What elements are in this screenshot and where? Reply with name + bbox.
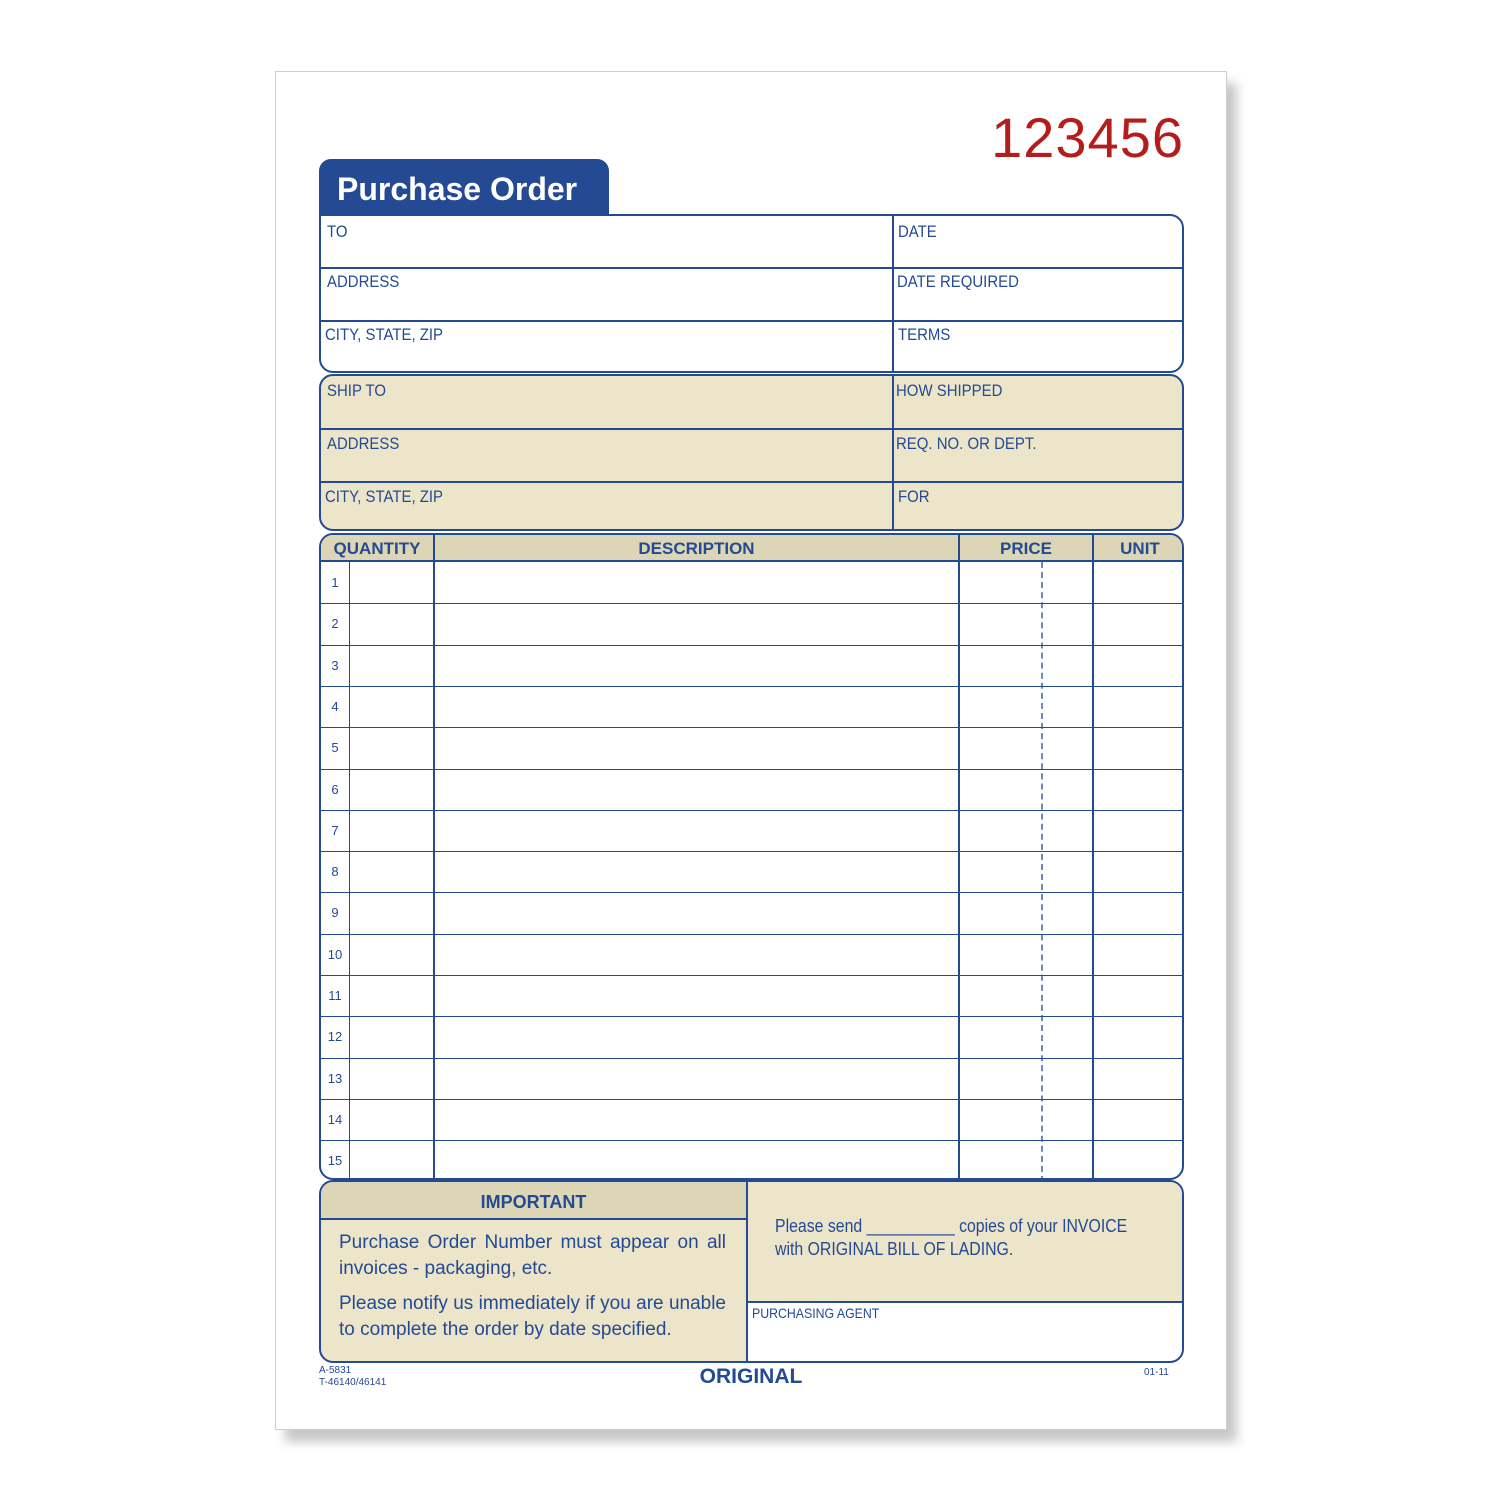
to-label: TO — [327, 222, 348, 241]
row-number: 2 — [331, 616, 339, 632]
row-divider — [321, 1099, 1182, 1100]
row-number: 3 — [331, 657, 339, 673]
row-number: 11 — [328, 988, 342, 1003]
form-code-2: T-46140/46141 — [319, 1377, 387, 1388]
price-header: PRICE — [960, 535, 1092, 560]
copy-label: ORIGINAL — [699, 1365, 803, 1388]
ship-city-state-zip-label: CITY, STATE, ZIP — [325, 487, 444, 506]
description-header: DESCRIPTION — [435, 535, 958, 560]
important-box — [319, 1180, 748, 1363]
row-number: 4 — [331, 698, 339, 714]
ship-section — [319, 374, 1184, 531]
items-table — [319, 533, 1184, 1180]
address-label: ADDRESS — [327, 272, 400, 291]
purchase-order-sheet — [275, 71, 1227, 1430]
row-divider — [321, 645, 1182, 646]
row-divider — [321, 1058, 1182, 1059]
form-title: Purchase Order — [319, 159, 609, 214]
row-number: 8 — [331, 864, 339, 880]
how-shipped-label: HOW SHIPPED — [896, 381, 1003, 400]
important-text-1: Purchase Order Number must appear on all invoices - packaging, etc. — [339, 1232, 726, 1279]
row-divider — [321, 892, 1182, 893]
row-number: 14 — [327, 1111, 343, 1127]
row-number: 13 — [327, 1070, 343, 1086]
for-label: FOR — [898, 487, 930, 506]
row-divider — [321, 851, 1182, 852]
form-code-1: A-5831 — [319, 1365, 352, 1376]
row-divider — [321, 769, 1182, 770]
form-number: 123456 — [991, 106, 1184, 169]
row-number: 1 — [331, 575, 339, 590]
row-divider — [321, 975, 1182, 976]
important-title: IMPORTANT — [321, 1182, 746, 1218]
terms-label: TERMS — [898, 325, 951, 344]
invoice-note-line2: with ORIGINAL BILL OF LADING. — [775, 1239, 1014, 1259]
revision-code: 01-11 — [1144, 1367, 1169, 1378]
row-divider — [321, 1016, 1182, 1017]
invoice-box — [746, 1180, 1184, 1363]
row-divider — [321, 727, 1182, 728]
ship-address-label: ADDRESS — [327, 434, 400, 453]
row-divider — [321, 686, 1182, 687]
invoice-note-line1: Please send __________ copies of your INVOICE — [775, 1216, 1128, 1236]
date-label: DATE — [898, 222, 937, 241]
important-text-2: Please notify us immediately if you are unable to complete the order by date specified. — [339, 1293, 726, 1340]
ship-to-label: SHIP TO — [327, 381, 387, 400]
row-number: 6 — [331, 781, 339, 797]
city-state-zip-label: CITY, STATE, ZIP — [325, 325, 444, 344]
req-no-label: REQ. NO. OR DEPT. — [896, 434, 1037, 453]
row-divider — [321, 934, 1182, 935]
row-divider — [321, 603, 1182, 604]
row-number: 5 — [331, 740, 339, 756]
date-required-label: DATE REQUIRED — [897, 272, 1019, 291]
vendor-section — [319, 214, 1184, 373]
row-number: 7 — [331, 822, 339, 838]
unit-header: UNIT — [1094, 535, 1184, 560]
row-number: 15 — [327, 1153, 343, 1169]
purchasing-agent-label: PURCHASING AGENT — [752, 1305, 880, 1321]
row-divider — [321, 810, 1182, 811]
row-divider — [321, 1140, 1182, 1141]
quantity-header: QUANTITY — [321, 535, 433, 560]
row-number: 10 — [327, 946, 343, 962]
row-number: 9 — [331, 905, 339, 921]
row-number: 12 — [327, 1029, 343, 1045]
